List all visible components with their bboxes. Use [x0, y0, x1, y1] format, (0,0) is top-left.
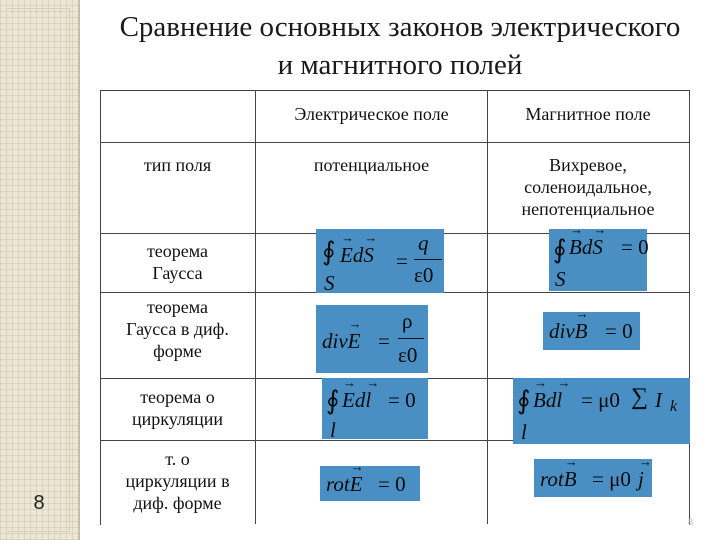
- row-label-circulation-differential: [100, 448, 255, 514]
- row-label-gauss-theorem: [100, 240, 255, 284]
- row-label-circulation-theorem: [100, 386, 255, 430]
- cell-magnetic-field-type: [488, 154, 688, 220]
- gauss-diff-label-line-3: форме: [153, 341, 202, 361]
- circulation-label-line-2: циркуляции: [131, 409, 224, 429]
- row-label-field-type: тип поля: [143, 155, 212, 175]
- formula-circulation-electric: ∮ l → Ed→ l = 0: [322, 378, 428, 439]
- circulation-diff-label-line-3: диф. форме: [133, 493, 222, 513]
- title-line-1: Сравнение основных законов электрического: [119, 11, 681, 43]
- header-magnetic-field: Магнитное поле: [525, 104, 651, 124]
- title-line-2: и магнитного полей: [277, 49, 523, 81]
- formula-div-electric: div→ E = ρ ε0: [316, 305, 428, 373]
- formula-gauss-electric: ∮ S → Ed→ S = q ε0: [316, 229, 444, 293]
- formula-rot-magnetic: rot→ B = μ0 → j: [534, 459, 652, 497]
- formula-gauss-magnetic: ∮ S → Bd→ S = 0: [549, 229, 647, 291]
- strip-frame: [6, 8, 70, 532]
- header-electric-field: Электрическое поле: [294, 104, 449, 124]
- formula-circulation-magnetic: ∮ l → Bd→ l = μ0 ∑ I k: [513, 378, 690, 444]
- gauss-label-line-2: Гаусса: [152, 263, 203, 283]
- table-hline-header: [100, 142, 689, 143]
- circulation-diff-label-line-2: циркуляции в: [125, 471, 230, 491]
- gauss-diff-label-line-2: Гаусса в диф.: [126, 319, 229, 339]
- slide-number: 8: [33, 492, 45, 514]
- magnetic-type-line-1: Вихревое,: [549, 155, 627, 175]
- decorative-side-strip: [0, 0, 80, 540]
- cell-electric-field-type: потенциальное: [313, 155, 430, 175]
- circulation-diff-label-line-1: т. о: [165, 449, 190, 469]
- formula-rot-electric: rot→ E = 0: [320, 466, 420, 501]
- gauss-label-line-1: теорема: [146, 241, 209, 261]
- formula-div-magnetic: div→ B = 0: [543, 312, 640, 350]
- magnetic-type-line-2: соленоидальное,: [524, 177, 652, 197]
- row-label-gauss-differential: [100, 296, 255, 362]
- footer-page-number: 8: [688, 517, 694, 527]
- gauss-diff-label-line-1: теорема: [146, 297, 209, 317]
- circulation-label-line-1: теорема о: [140, 387, 215, 407]
- slide-title: [80, 8, 720, 84]
- magnetic-type-line-3: непотенциальное: [521, 199, 655, 219]
